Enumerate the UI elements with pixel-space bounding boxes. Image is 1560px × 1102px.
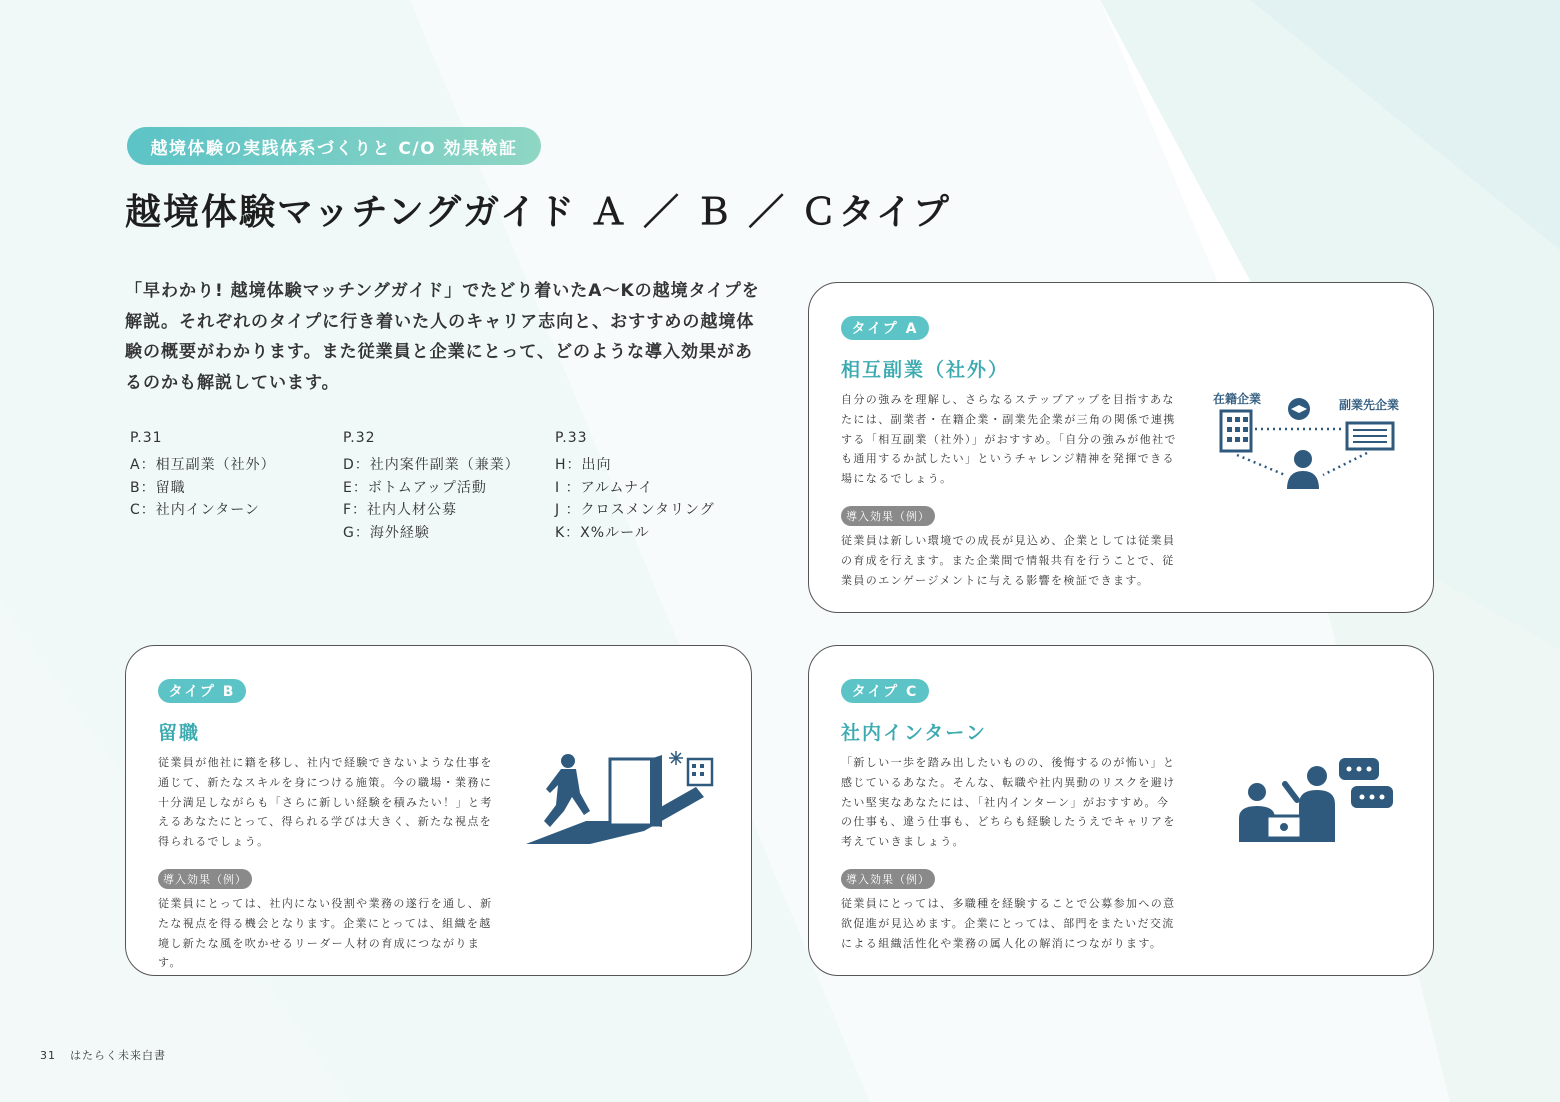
section-tag: 越境体験の実践体系づくりと C/O 効果検証 [127,127,541,165]
sparkle-icon [669,751,683,765]
employee-icon [1287,450,1319,489]
index-page-label: P.31 [130,430,163,446]
partner-company-icon [1347,423,1393,449]
card-description: 従業員が他社に籍を移し、社内で経験できないような仕事を通じて、新たなスキルを身につける施策。今の職場・業務に十分満足しながらも「さらに新しい経験を積みたい！」と考えるあなたにとって、得られる学びは大きく、新たな視点を得られるでしょう。 [158,756,493,849]
card-title: 社内インターン [841,722,987,744]
effect-description: 従業員にとっては、社内にない役割や業務の遂行を通し、新たな視点を得る機会となります。企業にとっては、組織を越境し新たな風を吹かせるリーダー人材の育成につながります。 [158,897,493,970]
page-number: 31 [40,1049,56,1062]
running-to-door-illustration [526,751,721,846]
card-type-b [125,645,752,976]
running-person-icon [544,754,590,827]
illustration-label-right: 副業先企業 [1339,398,1400,412]
card-description: 自分の強みを理解し、さらなるステップアップを目指すあなたには、副業者・在籍企業・副業先企業が三角の関係で連携する「相互副業（社外）」がおすすめ。「自分の強みが他社でも通用するか試したい」というチャレンジ精神を発揮できる場になるでしょう。 [841,393,1177,486]
index-item: K：X%ルール [555,524,650,541]
index-column-p33 [555,430,775,544]
company-building-icon [1221,411,1251,451]
card-title: 留職 [158,722,201,744]
index-column-p32 [343,430,563,544]
triangle-relationship-illustration [1207,383,1407,493]
card-description: 「新しい一歩を踏み出したいものの、後悔するのが怖い」と感じているあなた。そんな、転職や社内異動のリスクを避けたい堅実なあなたには、「社内インターン」がおすすめ。今の仕事も、違う仕事も、どちらも経験したうえでキャリアを考えていきましょう。 [841,756,1176,849]
card-type-c [808,645,1434,976]
index-page-label: P.32 [343,430,376,446]
card-title: 相互副業（社外） [841,359,1010,381]
effect-description: 従業員は新しい環境での成長が見込め、企業としては従業員の育成を行えます。また企業間で情報共有を行うことで、従業員のエンゲージメントに与える影響を検証できます。 [841,534,1176,587]
effect-label: 導入効果（例） [841,869,935,889]
index-item: H：出向 [555,457,612,473]
effect-label: 導入効果（例） [841,506,935,526]
illustration-label-left: 在籍企業 [1213,392,1262,406]
index-item: A：相互副業（社外） [130,457,276,473]
intern-conversation-illustration [1227,754,1397,846]
effect-description: 従業員にとっては、多職種を経験することで公募参加への意欲促進が見込めます。企業にとっては、部門をまたいだ交流による組織活性化や業務の属人化の解消につながります。 [841,897,1176,950]
type-badge: タイプ C [841,679,929,703]
type-badge: タイプ A [841,316,929,340]
index-item: B：留職 [130,479,186,496]
index-column-p31 [130,430,350,522]
index-page-label: P.33 [555,430,588,446]
index-item: D：社内案件副業（兼業） [343,457,520,473]
index-item: E：ボトムアップ活動 [343,479,487,496]
index-item: J ：クロスメンタリング [555,502,715,518]
index-item: C：社内インターン [130,502,260,518]
type-badge: タイプ B [158,679,246,703]
effect-label: 導入効果（例） [158,869,252,889]
page-title: 越境体験マッチングガイド Ａ ／ Ｂ ／ Ｃタイプ [125,192,951,233]
index-item: F：社内人材公募 [343,502,458,518]
building-icon [688,759,712,785]
index-item: I ：アルムナイ [555,479,654,496]
open-door-icon [610,755,662,827]
intro-paragraph: 「早わかり! 越境体験マッチングガイド」でたどり着いたA〜Kの越境タイプを解説。それぞれのタイプに行き着いた人のキャリア志向と、おすすめの越境体験の概要がわかります。また従業員と企業にとって、どのような導入効果があるのかも解説しています。 [125,281,760,393]
index-item: G：海外経験 [343,524,430,541]
page-footer [40,1047,180,1063]
publication-title: はたらく未来白書 [70,1049,166,1062]
card-type-a [808,282,1434,613]
handshake-icon [1288,398,1310,420]
speech-bubble-icon [1339,758,1393,808]
